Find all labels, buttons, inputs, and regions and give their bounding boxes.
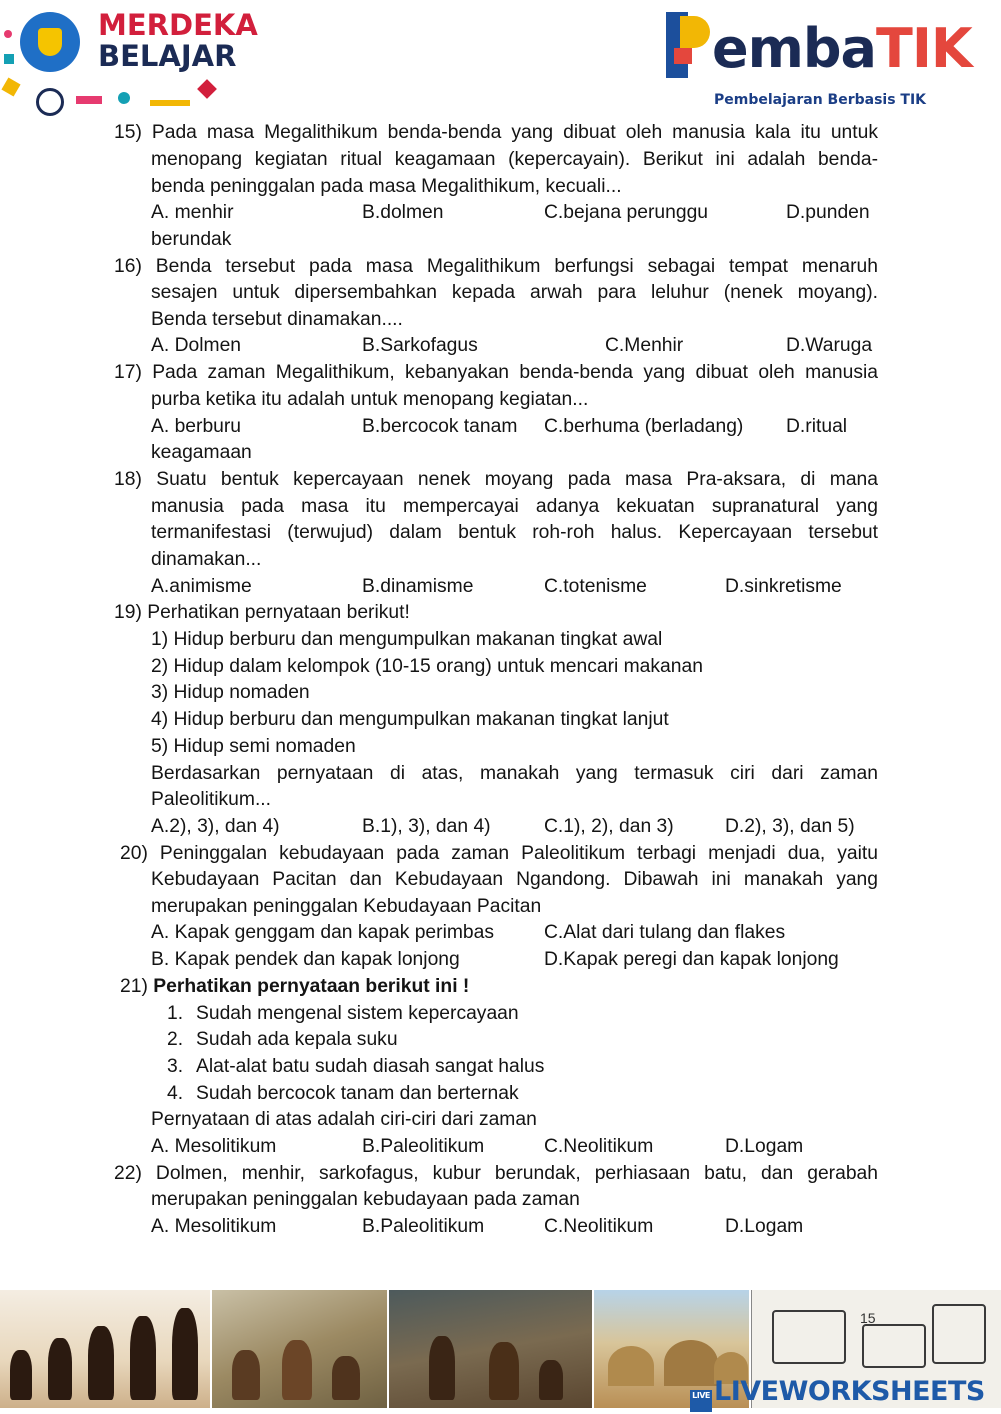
q21-statement-2-number: 2. [167, 1029, 184, 1050]
q22-option-d[interactable]: D.Logam [725, 1216, 804, 1237]
tut-wuri-emblem-icon [20, 12, 80, 72]
q20-option-d[interactable]: D.Kapak peregi dan kapak lonjong [544, 949, 839, 970]
q19-option-b[interactable]: B.1), 3), dan 4) [362, 816, 491, 837]
pembatik-wordmark: embaTIK [712, 17, 972, 80]
q18-option-b[interactable]: B.dinamisme [362, 576, 474, 597]
q20-option-a[interactable]: A. Kapak genggam dan kapak perimbas [151, 922, 494, 943]
question-19-text: 19) Perhatikan pernyataan berikut! [114, 602, 410, 623]
pembatik-logo [662, 6, 982, 110]
q16-option-d[interactable]: D.Waruga [786, 335, 873, 356]
q22-option-b[interactable]: B.Paleolitikum [362, 1216, 485, 1237]
q17-option-b[interactable]: B.bercocok tanam [362, 416, 518, 437]
q21-statement-3-number: 3. [167, 1056, 184, 1077]
q21-statement-4-number: 4. [167, 1083, 184, 1104]
merdeka-belajar-wordmark [98, 8, 258, 73]
question-22-text-2: merupakan peninggalan kebudayaan pada zaman [151, 1189, 580, 1210]
question-21-number: 21) [120, 976, 154, 997]
q19-prompt: Berdasarkan pernyataan di atas, manakah yang termasuk ciri dari zaman [151, 763, 878, 784]
question-16-text: 16) Benda tersebut pada masa Megalithikum berfungsi sebagai tempat menaruh [114, 256, 878, 277]
q19-option-d[interactable]: D.2), 3), dan 5) [725, 816, 855, 837]
liveworksheets-watermark [690, 1376, 985, 1412]
q21-statement-4: Sudah bercocok tanam dan berternak [196, 1083, 519, 1104]
question-20-text-3: merupakan peninggalan Kebudayaan Pacitan [151, 896, 542, 917]
question-20-text-2: Kebudayaan Pacitan dan Kebudayaan Ngandong. Dibawah ini manakah yang [151, 869, 878, 890]
q17-option-a[interactable]: A. berburu [151, 416, 242, 437]
question-15-text-3: benda peninggalan pada masa Megalithikum, kecuali... [151, 176, 622, 197]
q21-statement-1: Sudah mengenal sistem kepercayaan [196, 1003, 519, 1024]
early-humans-illustration [212, 1290, 387, 1408]
q21-option-d[interactable]: D.Logam [725, 1136, 804, 1157]
question-22-text: 22) Dolmen, menhir, sarkofagus, kubur berundak, perhiasaan batu, dan gerabah [114, 1163, 878, 1184]
q21-option-a[interactable]: A. Mesolitikum [151, 1136, 277, 1157]
footer-illustration-strip [0, 1290, 1000, 1414]
q21-statement-3: Alat-alat batu sudah diasah sangat halus [196, 1056, 545, 1077]
q21-statement-1-number: 1. [167, 1003, 184, 1024]
q17-option-d-cont: keagamaan [151, 442, 252, 463]
q20-option-b[interactable]: B. Kapak pendek dan kapak lonjong [151, 949, 460, 970]
pembatik-p-icon [666, 12, 710, 78]
question-18-text-4: dinamakan... [151, 549, 262, 570]
q22-option-a[interactable]: A. Mesolitikum [151, 1216, 277, 1237]
question-20-text: 20) Peninggalan kebudayaan pada zaman Paleolitikum terbagi menjadi dua, yaitu [120, 843, 878, 864]
q21-option-b[interactable]: B.Paleolitikum [362, 1136, 485, 1157]
q18-option-d[interactable]: D.sinkretisme [725, 576, 842, 597]
question-21-text [120, 976, 469, 998]
question-17-text: 17) Pada zaman Megalithikum, kebanyakan benda-benda yang dibuat oleh manusia [114, 362, 878, 383]
q19-statement-5: 5) Hidup semi nomaden [151, 736, 356, 757]
q19-prompt-2: Paleolitikum... [151, 789, 272, 810]
liveworksheets-text: LIVEWORKSHEETS [714, 1376, 985, 1407]
logo-line-1: MERDEKA [98, 8, 258, 42]
q15-option-b[interactable]: B.dolmen [362, 202, 444, 223]
question-21-heading: Perhatikan pernyataan berikut ini ! [153, 976, 470, 997]
q16-option-b[interactable]: B.Sarkofagus [362, 335, 478, 356]
question-17-text-2: purba ketika itu adalah untuk menopang kegiatan... [151, 389, 589, 410]
question-18-text: 18) Suatu bentuk kepercayaan nenek moyang pada masa Pra-aksara, di mana [114, 469, 878, 490]
question-16-text-2: sesajen untuk dipersembahkan kepada arwah para leluhur (nenek moyang). [151, 282, 878, 303]
q15-option-d-cont: berundak [151, 229, 232, 250]
q16-option-a[interactable]: A. Dolmen [151, 335, 242, 356]
q19-option-a[interactable]: A.2), 3), dan 4) [151, 816, 280, 837]
logo-line-2: BELAJAR [98, 39, 237, 73]
q15-option-a[interactable]: A. menhir [151, 202, 234, 223]
q19-statement-1: 1) Hidup berburu dan mengumpulkan makanan tingkat awal [151, 629, 663, 650]
q21-prompt: Pernyataan di atas adalah ciri-ciri dari zaman [151, 1109, 537, 1130]
question-18-text-3: termanifestasi (terwujud) dalam bentuk roh-roh halus. Kepercayaan tersebut [151, 522, 878, 543]
q20-option-c[interactable]: C.Alat dari tulang dan flakes [544, 922, 786, 943]
pembatik-subtitle: Pembelajaran Berbasis TIK [714, 92, 927, 108]
cave-dwellers-illustration [389, 1290, 592, 1408]
question-16-text-3: Benda tersebut dinamakan.... [151, 309, 403, 330]
q21-option-c[interactable]: C.Neolitikum [544, 1136, 654, 1157]
question-15-text: 15) Pada masa Megalithikum benda-benda yang dibuat oleh manusia kala itu untuk [114, 122, 878, 143]
q18-option-c[interactable]: C.totenisme [544, 576, 647, 597]
q17-option-d[interactable]: D.ritual [786, 416, 848, 437]
q18-option-a[interactable]: A.animisme [151, 576, 252, 597]
q15-option-d[interactable]: D.punden [786, 202, 870, 223]
q19-statement-4: 4) Hidup berburu dan mengumpulkan makanan tingkat lanjut [151, 709, 669, 730]
question-15-text-2: menopang kegiatan ritual keagamaan (kepercayain). Berikut ini adalah benda- [151, 149, 878, 170]
liveworksheets-logo-icon: LIVE [690, 1390, 712, 1412]
evolution-illustration [0, 1290, 210, 1408]
q17-option-c[interactable]: C.berhuma (berladang) [544, 416, 744, 437]
page-number: 15 [860, 1310, 876, 1326]
q22-option-c[interactable]: C.Neolitikum [544, 1216, 654, 1237]
question-18-text-2: manusia pada masa itu mempercayai adanya kekuatan supranatural yang [151, 496, 878, 517]
q19-option-c[interactable]: C.1), 2), dan 3) [544, 816, 674, 837]
q15-option-c[interactable]: C.bejana perunggu [544, 202, 709, 223]
q21-statement-2: Sudah ada kepala suku [196, 1029, 398, 1050]
merdeka-belajar-logo [0, 0, 258, 116]
magnifier-icon [36, 88, 64, 116]
q19-statement-2: 2) Hidup dalam kelompok (10-15 orang) untuk mencari makanan [151, 656, 703, 677]
q19-statement-3: 3) Hidup nomaden [151, 682, 310, 703]
q16-option-c[interactable]: C.Menhir [605, 335, 684, 356]
